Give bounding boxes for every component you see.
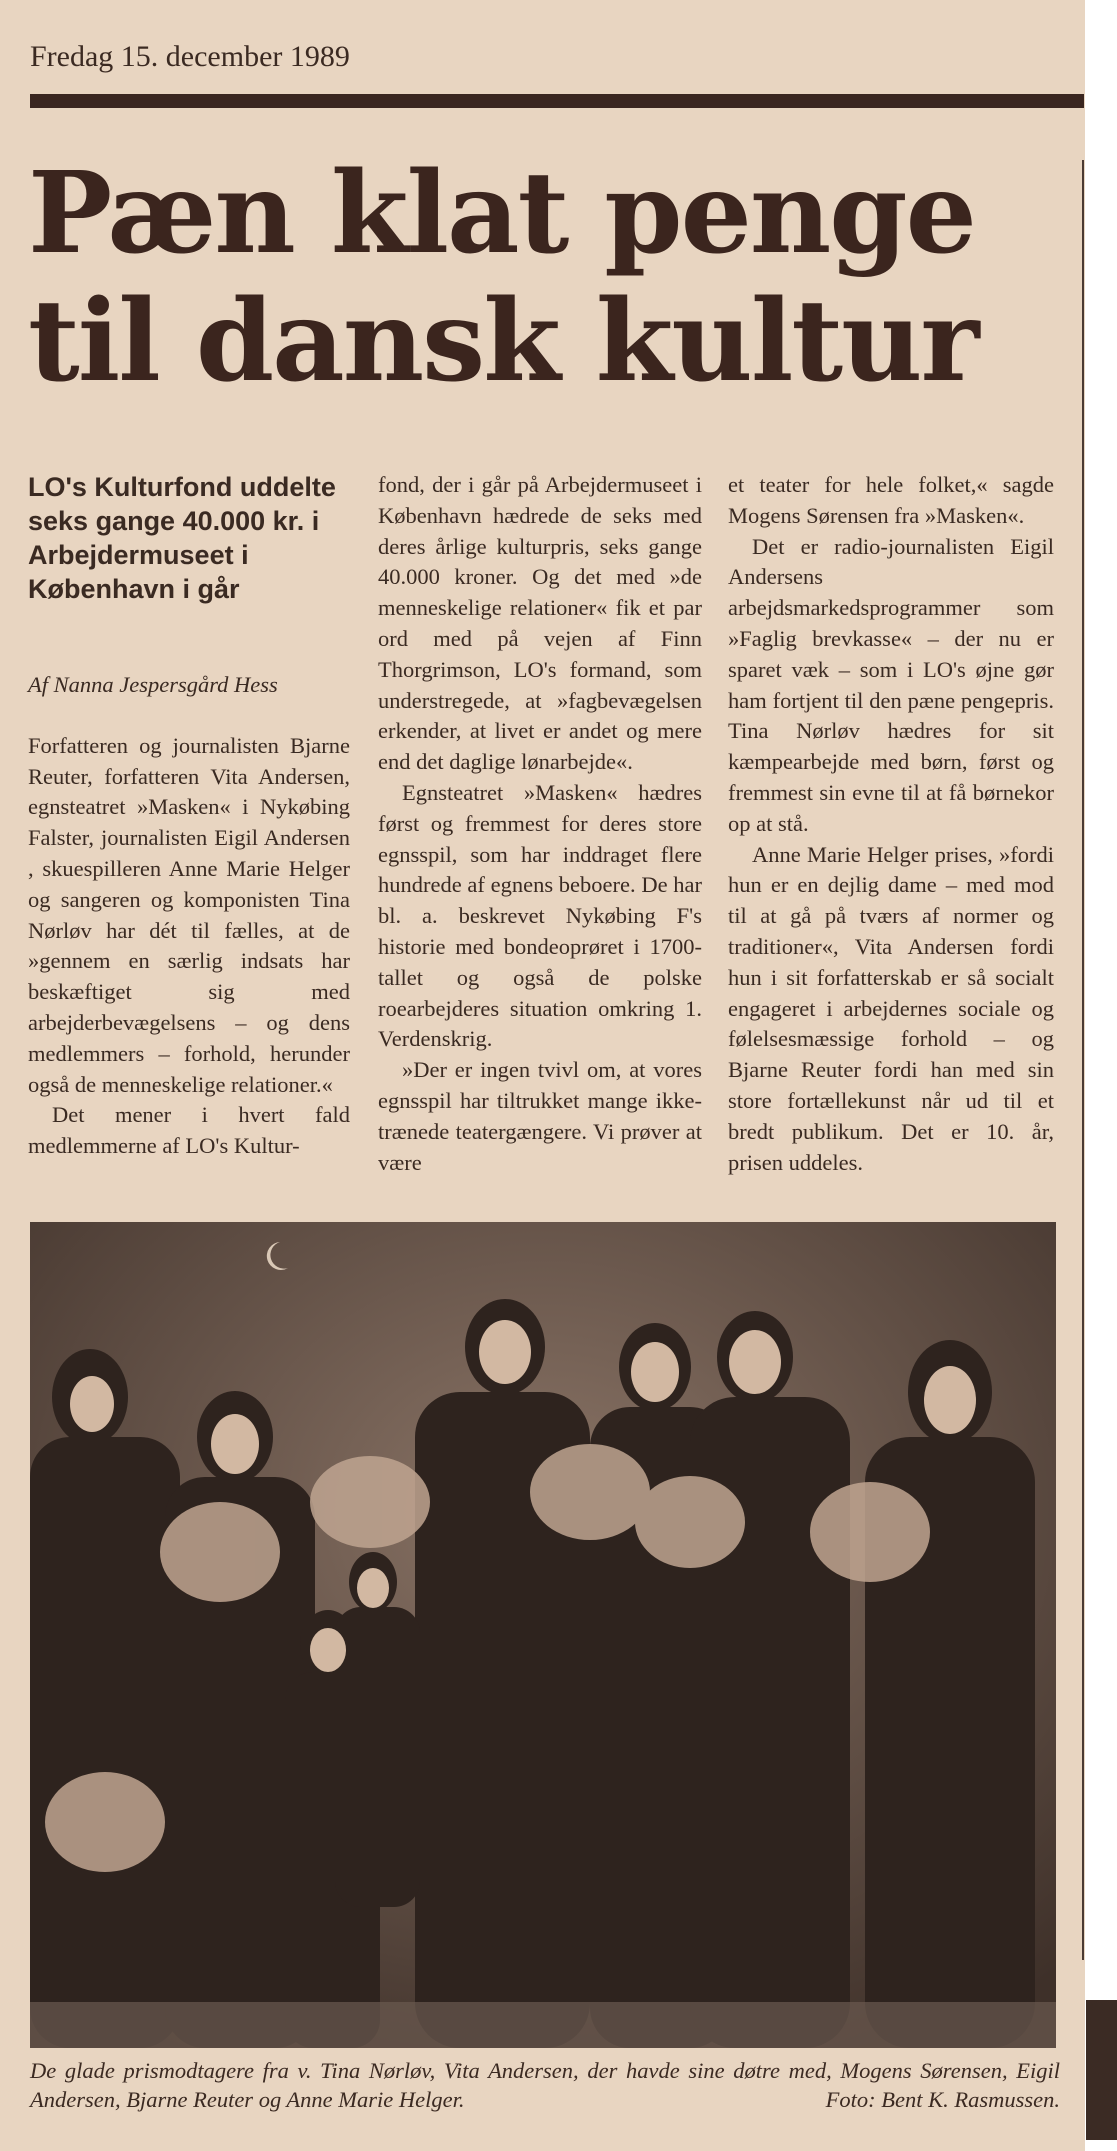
article-column-1 <box>28 470 350 1162</box>
paragraph: Det mener i hvert fald medlemmerne af LO's Kultur- <box>28 1102 350 1159</box>
article-column-3 <box>728 470 1054 1178</box>
photo-credit: Foto: Bent K. Rasmussen. <box>825 2087 1060 2112</box>
headline <box>28 150 1068 406</box>
paragraph: Egnsteatret »Masken« hædres først og fremmest for deres store egnsspil, som har inddraget flere hundrede af egnens beboere. De har bl. a. beskrevet Nykøbing F's historie med bondeoprøret i 1700-tallet og også de polske roearbejderes situation omkring 1. Verdenskrig. <box>378 779 702 1052</box>
lead-text: LO's Kulturfond uddelte seks gange 40.000 kr. i Arbejdermuseet i København i går <box>28 472 336 604</box>
headline-line-2: til dansk kultur <box>28 276 978 407</box>
paragraph: »Der er ingen tvivl om, at vores egnsspil har tiltrukket mange ikke-trænede teatergængere. Vi prøver at være <box>378 1057 702 1175</box>
paragraph: Anne Marie Helger prises, »fordi hun er en dejlig dame – med mod til at gå på tværs af normer og traditioner«, Vita Andersen fordi hun i sit forfatterskab er så socialt engageret i arbejdernes sociale og følelsesmæssige forhold – og Bjarne Reuter fordi han med sin store fortællekunst når ud til et bredt publikum. Det er 10. år, prisen uddeles. <box>728 841 1054 1175</box>
photo-illustration <box>30 1222 1056 2048</box>
paragraph: et teater for hele folket,« sagde Mogens Sørensen fra »Masken«. <box>728 472 1054 528</box>
paragraph: fond, der i går på Arbejdermuseet i København hædrede de seks med deres årlige kulturpris, seks gange 40.000 kroner. Og det med »de menneskelige relationer« fik et par ord med på vejen af Finn Thorgrimson, LO's formand, som understregede, at »fagbevægelsen erkender, at livet er andet og mere end det daglige lønarbejde«. <box>378 472 702 775</box>
adjacent-article-fragment <box>1086 2000 1117 2140</box>
caption-text: De glade prismodtagere fra v. Tina Nørløv, Vita Andersen, der havde sine døtre med, Mogens Sørensen, Eigil Andersen, Bjarne Reuter og Anne Marie Helger. <box>30 2058 1060 2112</box>
photo-caption <box>30 2056 1060 2114</box>
headline-line-1: Pæn klat penge <box>28 148 975 279</box>
byline: Af Nanna Jespersgård Hess <box>28 672 278 697</box>
dateline: Fredag 15. december 1989 <box>30 40 350 73</box>
column-rule <box>1082 160 1084 1960</box>
header-rule <box>30 94 1084 108</box>
scan-margin <box>1085 0 1117 2151</box>
article-column-2 <box>378 470 702 1178</box>
group-photo <box>30 1222 1056 2048</box>
paragraph: Det er radio-journalisten Eigil Andersens arbejdsmarkedsprogrammer som »Faglig brevkasse« – der nu er sparet væk – som i LO's øjne gør ham fortjent til den pæne pengepris. Tina Nørløv hædres for sit kæmpearbejde med børn, først og fremmest sin evne til at få børnekor op at stå. <box>728 533 1054 836</box>
paragraph: Forfatteren og journalisten Bjarne Reuter, forfatteren Vita Andersen, egnsteatret »Masken« i Nykøbing Falster, journalisten Eigil Andersen , skuespilleren Anne Marie Helger og sangeren og komponisten Tina Nørløv har dét til fælles, at de »gennem en særlig indsats har beskæftiget sig med arbejderbevægelsens – og dens medlemmers – forhold, herunder også de menneskelige relationer.« <box>28 732 350 1097</box>
